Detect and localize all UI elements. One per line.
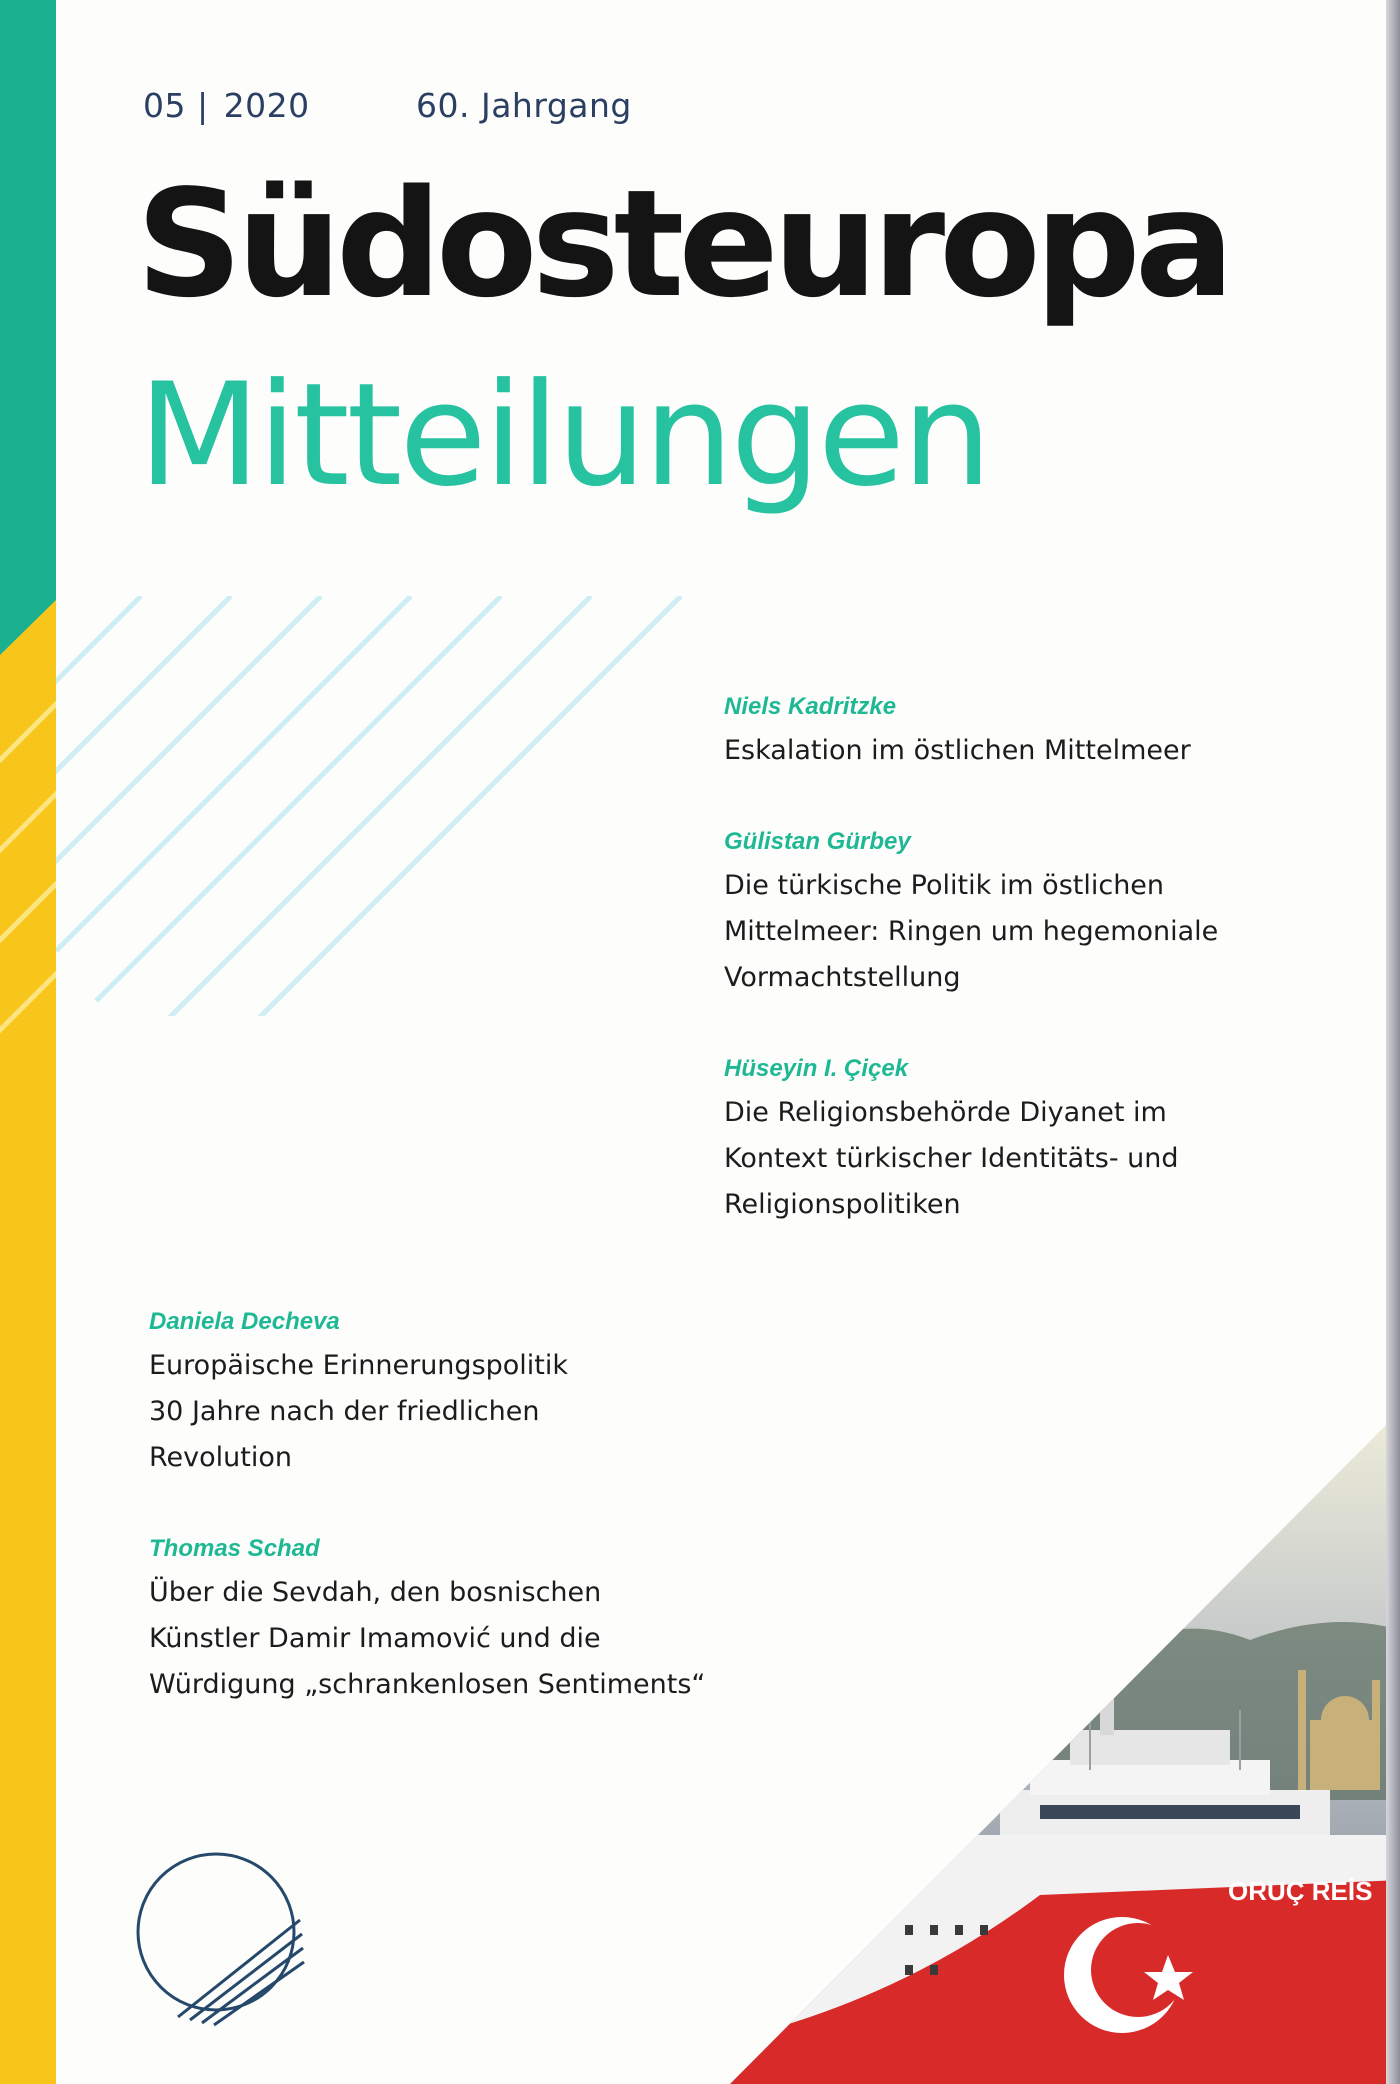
title-line: Über die Sevdah, den bosnischen (149, 1577, 602, 1608)
article-author: Gülistan Gürbey (724, 828, 911, 855)
issue-number: 05 (143, 86, 186, 125)
title-line: Kontext türkischer Identitäts- und (724, 1143, 1179, 1174)
title-line: Religionspolitiken (724, 1189, 961, 1220)
article-author: Daniela Decheva (149, 1308, 340, 1335)
ship-name: ORUÇ REİS (1228, 1876, 1373, 1906)
title-line: Die türkische Politik im östlichen (724, 870, 1165, 901)
title-line: Die Religionsbehörde Diyanet im (724, 1097, 1167, 1128)
title-line: Würdigung „schrankenlosen Sentiments“ (149, 1669, 706, 1700)
issue-separator: | (197, 86, 209, 125)
issue-volume: 60. Jahrgang (416, 86, 632, 125)
title-line: Revolution (149, 1442, 292, 1473)
title-line: Mittelmeer: Ringen um hegemoniale (724, 916, 1219, 947)
title-line: Künstler Damir Imamović und die (149, 1623, 601, 1654)
title-line: Europäische Erinnerungspolitik (149, 1350, 569, 1381)
journal-subtitle: Mitteilungen (138, 353, 990, 518)
journal-title: Südosteuropa (136, 158, 1229, 330)
article-author: Thomas Schad (149, 1535, 320, 1562)
title-line: 30 Jahre nach der friedlichen (149, 1396, 540, 1427)
title-line: Eskalation im östlichen Mittelmeer (724, 735, 1191, 766)
circle-stripes-logo-icon (134, 1850, 314, 2030)
article-author: Hüseyin I. Çiçek (724, 1055, 909, 1082)
article-author: Niels Kadritzke (724, 693, 897, 720)
issue-year: 2020 (223, 86, 310, 125)
title-line: Vormachtstellung (724, 962, 961, 993)
